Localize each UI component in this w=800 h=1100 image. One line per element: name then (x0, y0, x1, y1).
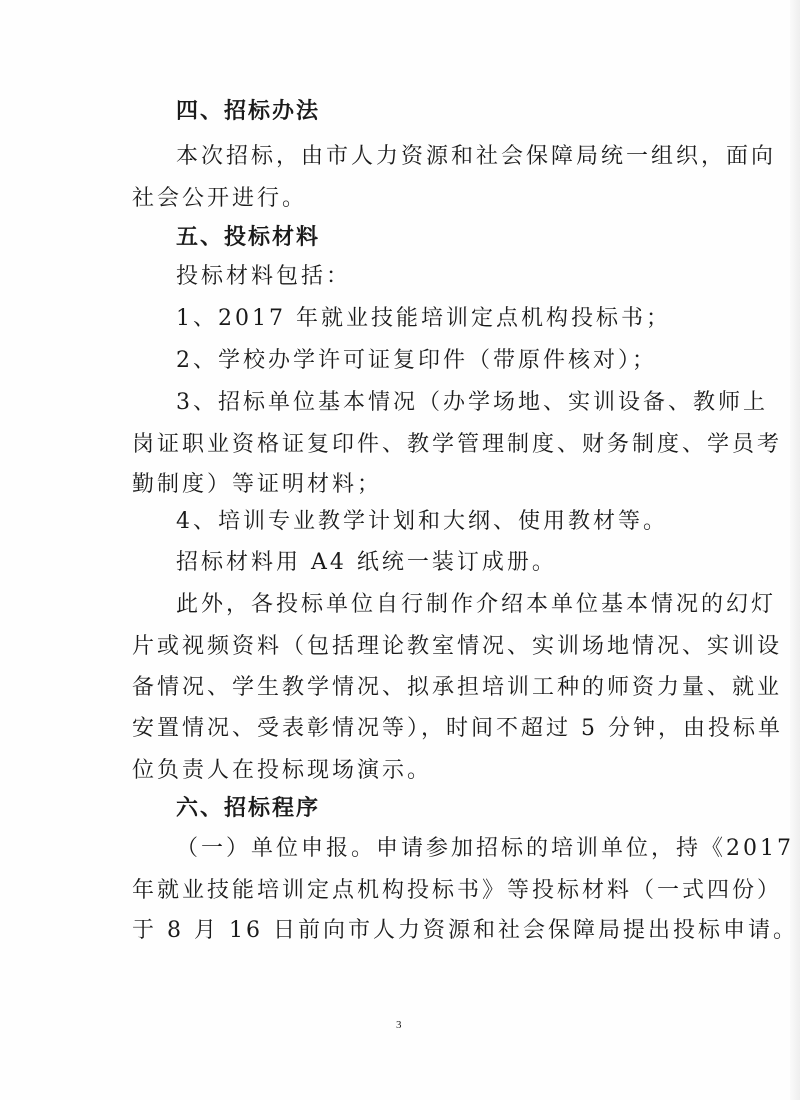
paragraph-line: （一）单位申报。申请参加招标的培训单位，持《2017 (176, 836, 794, 861)
paragraph-line: 招标材料用 A4 纸统一装订成册。 (176, 550, 557, 575)
paragraph-line: 本次招标，由市人力资源和社会保障局统一组织，面向 (176, 144, 777, 169)
paragraph-line: 位负责人在投标现场演示。 (132, 758, 433, 783)
paragraph-line: 此外，各投标单位自行制作介绍本单位基本情况的幻灯 (176, 592, 777, 617)
list-item: 1、2017 年就业技能培训定点机构投标书； (176, 306, 671, 331)
section-heading-5: 五、投标材料 (176, 225, 321, 250)
section-heading-6: 六、招标程序 (176, 796, 321, 821)
page-number: 3 (396, 1019, 402, 1031)
paragraph-line: 勤制度）等证明材料； (132, 472, 383, 497)
list-item: 4、培训专业教学计划和大纲、使用教材等。 (176, 509, 668, 534)
paragraph-line: 岗证职业资格证复印件、教学管理制度、财务制度、学员考 (132, 432, 783, 457)
paragraph-line: 年就业技能培训定点机构投标书》等投标材料（一式四份） (132, 878, 783, 903)
paragraph-line: 备情况、学生教学情况、拟承担培训工种的师资力量、就业 (132, 675, 783, 700)
paragraph-line: 安置情况、受表彰情况等），时间不超过 5 分钟，由投标单 (132, 716, 783, 741)
paragraph-line: 片或视频资料（包括理论教室情况、实训场地情况、实训设 (132, 634, 783, 659)
paragraph-line: 于 8 月 16 日前向市人力资源和社会保障局提出投标申请。 (132, 918, 798, 943)
paragraph-line: 社会公开进行。 (132, 186, 308, 211)
paragraph-line: 投标材料包括： (176, 264, 352, 289)
list-item: 3、招标单位基本情况（办学场地、实训设备、教师上 (176, 390, 768, 415)
section-heading-4: 四、招标办法 (176, 99, 321, 124)
list-item: 2、学校办学许可证复印件（带原件核对）； (176, 348, 657, 373)
